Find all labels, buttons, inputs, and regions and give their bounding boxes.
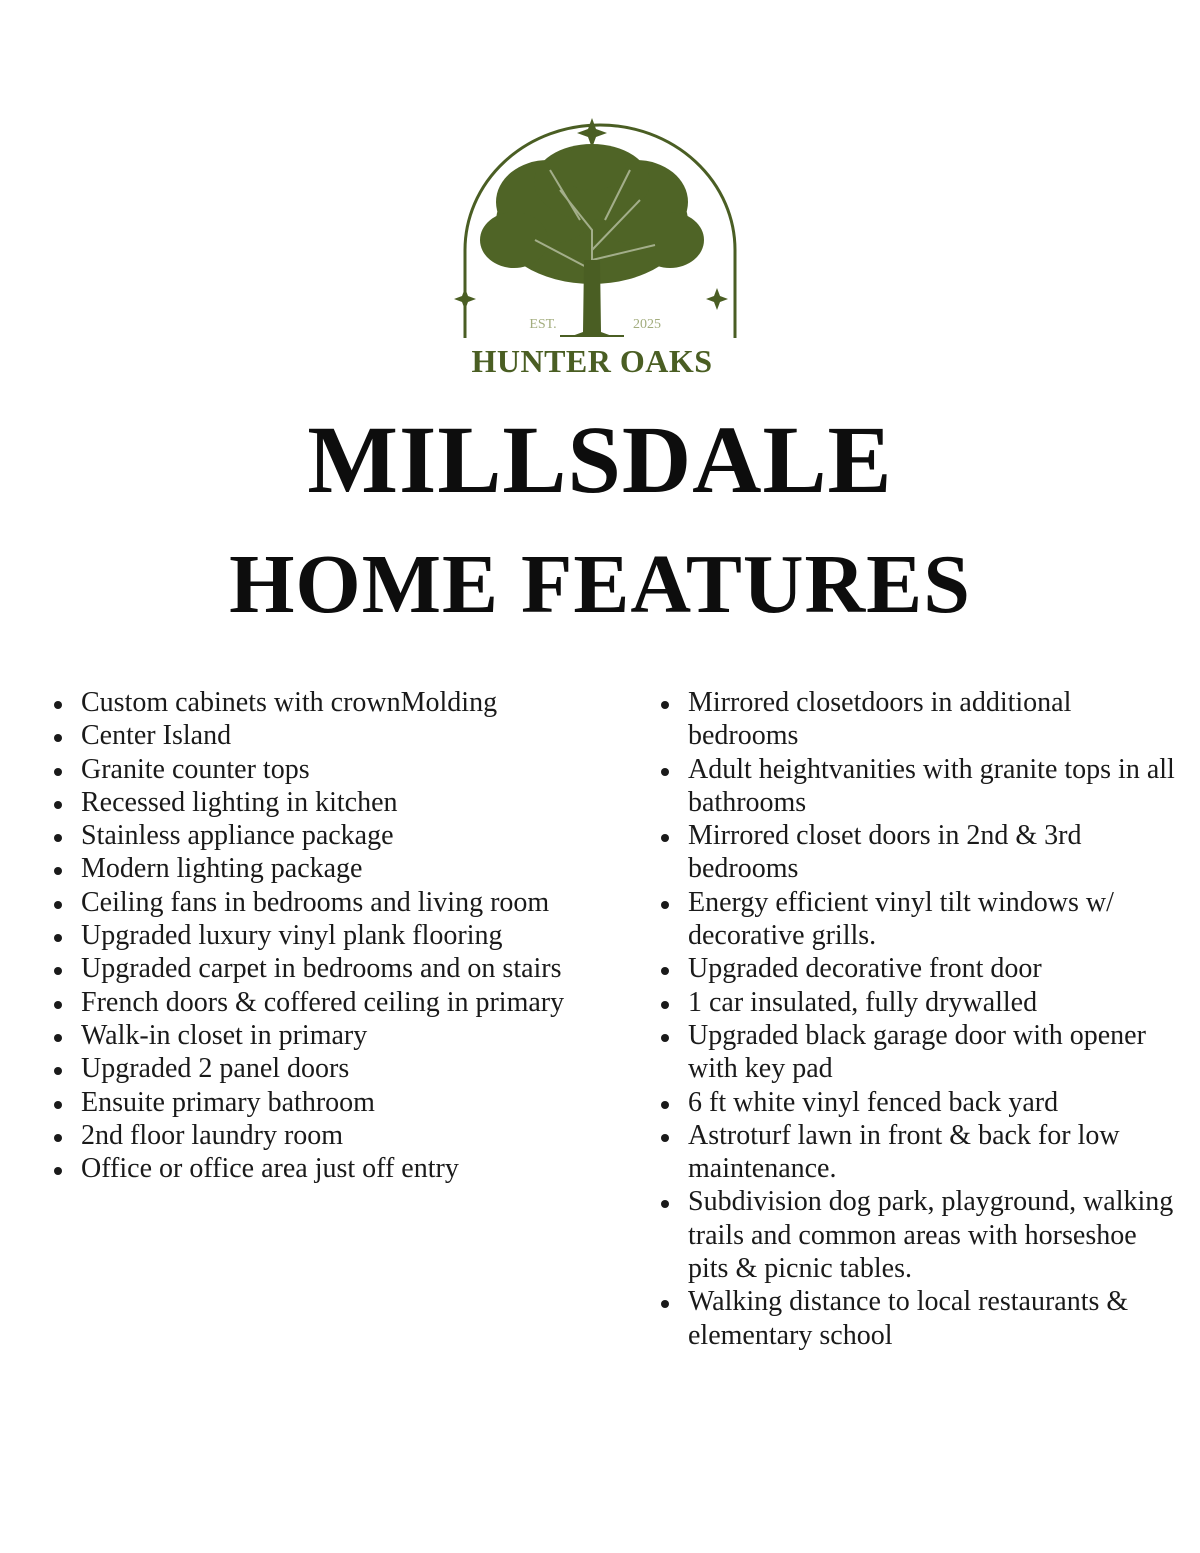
feature-text: Mirrored closetdoors in additional bedrooms — [688, 687, 1072, 752]
feature-item — [48, 952, 593, 985]
bullet-icon — [661, 834, 669, 842]
bullet-icon — [54, 1167, 62, 1175]
feature-text: Granite counter tops — [81, 753, 310, 785]
feature-item — [655, 686, 1175, 753]
oak-tree-icon — [440, 110, 760, 380]
est-label: EST. — [529, 317, 557, 332]
feature-text: 2nd floor laundry room — [81, 1119, 344, 1151]
hunter-oaks-logo — [440, 110, 760, 380]
bullet-icon — [54, 768, 62, 776]
feature-text: Upgraded carpet in bedrooms and on stairs — [81, 953, 562, 985]
feature-item — [48, 1052, 593, 1085]
feature-item — [48, 786, 593, 819]
bullet-icon — [661, 1034, 669, 1042]
feature-item — [655, 1185, 1175, 1285]
feature-text: Upgraded black garage door with opener with key pad — [688, 1019, 1146, 1085]
features-list-right — [655, 686, 1175, 1352]
feature-text: Energy efficient vinyl tilt windows w/ decorative grills. — [688, 886, 1114, 952]
feature-text: Subdivision dog park, playground, walking trails and common areas with horseshoe pits & picnic tables. — [688, 1186, 1174, 1285]
bullet-icon — [54, 967, 62, 975]
features-list-left — [48, 686, 593, 1185]
bullet-icon — [661, 701, 669, 709]
feature-item — [655, 952, 1175, 985]
bullet-icon — [661, 967, 669, 975]
feature-text: Adult heightvanities with granite tops in all bathrooms — [688, 753, 1175, 818]
bullet-icon — [54, 934, 62, 942]
feature-item — [655, 1285, 1175, 1352]
feature-text: Ceiling fans in bedrooms and living room — [81, 886, 550, 918]
brand-name: HUNTER OAKS — [471, 343, 713, 379]
feature-item — [48, 686, 593, 719]
feature-text: Office or office area just off entry — [81, 1153, 459, 1185]
bullet-icon — [54, 701, 62, 709]
page-subtitle: HOME FEATURES — [229, 538, 971, 631]
feature-text: Center Island — [81, 720, 232, 752]
bullet-icon — [54, 834, 62, 842]
feature-item — [655, 986, 1175, 1019]
feature-text: Upgraded decorative front door — [688, 953, 1042, 985]
feature-item — [48, 986, 593, 1019]
bullet-icon — [54, 1134, 62, 1142]
feature-item — [48, 1152, 593, 1185]
feature-item — [655, 1086, 1175, 1119]
feature-text: Upgraded 2 panel doors — [81, 1053, 350, 1085]
feature-text: Mirrored closet doors in 2nd & 3rd bedrooms — [688, 820, 1082, 885]
bullet-icon — [54, 1001, 62, 1009]
feature-text: Modern lighting package — [81, 853, 363, 885]
feature-text: 1 car insulated, fully drywalled — [688, 986, 1038, 1018]
feature-text: Recessed lighting in kitchen — [81, 786, 398, 818]
feature-text: Custom cabinets with crownMolding — [81, 687, 498, 718]
bullet-icon — [54, 801, 62, 809]
bullet-icon — [661, 1300, 669, 1308]
feature-text: 6 ft white vinyl fenced back yard — [688, 1086, 1059, 1118]
feature-text: Upgraded luxury vinyl plank flooring — [81, 920, 503, 952]
est-year: 2025 — [633, 317, 661, 332]
feature-item — [48, 852, 593, 885]
feature-item — [48, 719, 593, 752]
bullet-icon — [54, 734, 62, 742]
feature-item — [48, 753, 593, 786]
feature-text: Astroturf lawn in front & back for low maintenance. — [688, 1119, 1120, 1185]
feature-item — [48, 1019, 593, 1052]
feature-item — [48, 819, 593, 852]
bullet-icon — [661, 1101, 669, 1109]
bullet-icon — [661, 1001, 669, 1009]
feature-text: Ensuite primary bathroom — [81, 1086, 375, 1118]
feature-item — [655, 886, 1175, 953]
bullet-icon — [661, 1200, 669, 1208]
feature-item — [48, 886, 593, 919]
page-title: MILLSDALE — [307, 406, 893, 513]
feature-text: Walking distance to local restaurants & elementary school — [688, 1286, 1129, 1351]
bullet-icon — [661, 768, 669, 776]
bullet-icon — [54, 1101, 62, 1109]
feature-item — [655, 753, 1175, 820]
feature-text: Walk-in closet in primary — [81, 1019, 368, 1051]
bullet-icon — [661, 1134, 669, 1142]
feature-item — [655, 1019, 1175, 1086]
feature-item — [655, 1119, 1175, 1186]
feature-text: French doors & coffered ceiling in primary — [81, 986, 565, 1018]
feature-item — [48, 1086, 593, 1119]
feature-text: Stainless appliance package — [81, 820, 394, 852]
bullet-icon — [54, 1067, 62, 1075]
bullet-icon — [54, 901, 62, 909]
bullet-icon — [54, 1034, 62, 1042]
bullet-icon — [661, 901, 669, 909]
feature-item — [48, 919, 593, 952]
feature-item — [48, 1119, 593, 1152]
feature-item — [655, 819, 1175, 886]
bullet-icon — [54, 867, 62, 875]
